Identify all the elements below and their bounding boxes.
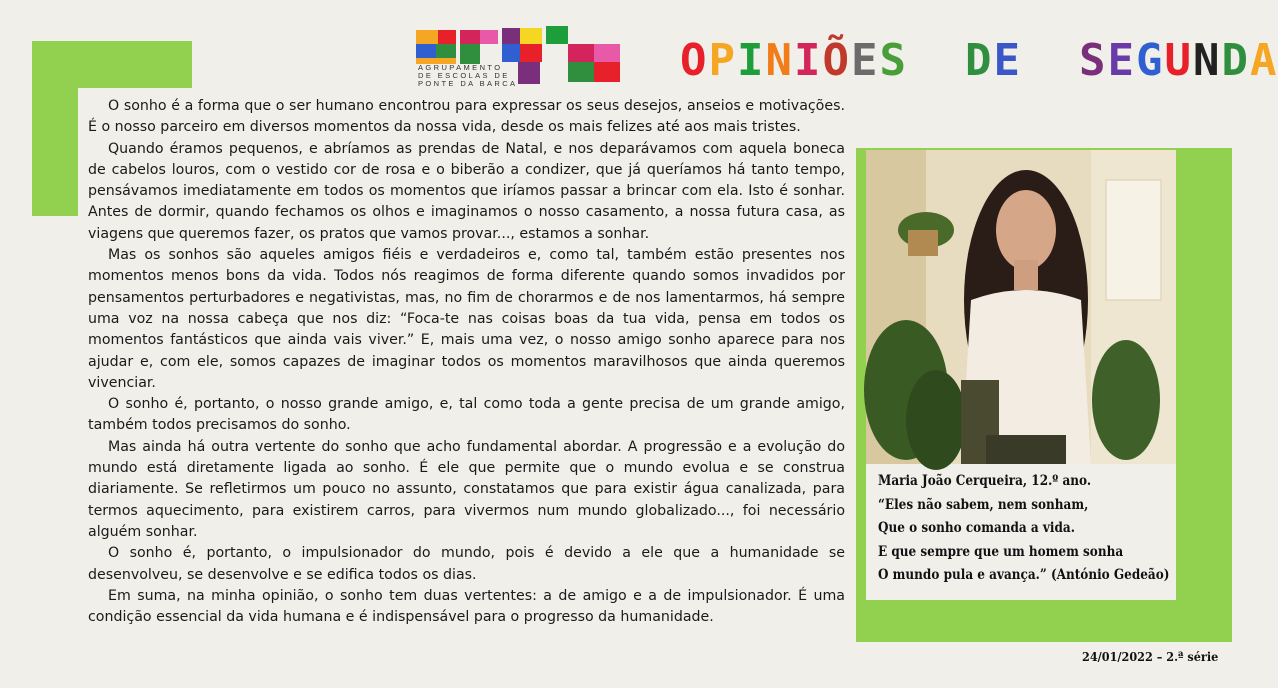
article-paragraph: Mas os sonhos são aqueles amigos fiéis e verdadeiros e, como tal, também estão presentes nos momentos menos bons da vida. Todos nós reagimos de forma diferente quando somos invadidos por pensamentos perturbadores e negativistas, mas, no fim de chorarmos e de nos lamentarmos, há sempre uma voz na nossa cabeça que nos diz: “Foca-te nas coisas boas da tua vida, pensa em todos os momentos fantásticos que ainda vais viver.” E, mais uma vez, o nosso amigo sonho aparece para nos ajudar e, com ele, somos capazes de imaginar todos os momentos maravilhosos que ainda queremos vivenciar. xyxy=(88,247,845,391)
title-letter: Õ xyxy=(822,35,851,86)
photo-caption xyxy=(878,470,1170,588)
caption-quote-line: O mundo pula e avança.” (António Gedeão) xyxy=(878,567,1170,584)
title-letter: A xyxy=(1249,35,1278,86)
logo-text xyxy=(418,64,517,88)
caption-quote-line: “Eles não sabem, nem sonham, xyxy=(878,496,1089,513)
article-body xyxy=(88,96,845,628)
article-paragraph: O sonho é a forma que o ser humano encontrou para expressar os seus desejos, anseios e motivações. É o nosso parceiro em diversos momentos da nossa vida, desde os mais felizes até aos mais tristes. xyxy=(88,98,845,136)
date-series: 24/01/2022 – 2.ª série xyxy=(1082,649,1219,664)
title-letter: O xyxy=(680,35,709,86)
caption-quote-line: Que o sonho comanda a vida. xyxy=(878,520,1075,537)
title-letter: E xyxy=(993,35,1022,86)
article-paragraph: Quando éramos pequenos, e abríamos as prendas de Natal, e nos deparávamos com aquela boneca de cabelos louros, com o vestido cor de rosa e o biberão a condizer, que já queríamos há tanto tempo, pensávamos imediatamente em todos os momentos que iríamos passar a brincar com ela. Isto é sonhar. Antes de dormir, quando fechamos os olhos e imaginamos o nosso casamento, a nossa futura casa, as viagens que queremos fazer, os pratos que vamos provar..., estamos a sonhar. xyxy=(88,140,845,242)
title-letter: S xyxy=(879,35,908,86)
title-letter xyxy=(1022,35,1079,86)
title-letter: I xyxy=(794,35,823,86)
title-letter: N xyxy=(765,35,794,86)
logo-line: DE ESCOLAS DE xyxy=(418,71,510,80)
title-letter: U xyxy=(1164,35,1193,86)
page-title xyxy=(680,36,1278,86)
article-paragraph: O sonho é, portanto, o impulsionador do mundo, pois é devido a ele que a humanidade se desenvolveu, se desenvolve e se edifica todos os dias. xyxy=(88,545,845,583)
title-letter: I xyxy=(737,35,766,86)
article-paragraph: O sonho é, portanto, o nosso grande amigo, e, tal como toda a gente precisa de um grande amigo, também todos precisamos do sonho. xyxy=(88,396,845,434)
author-photo xyxy=(866,150,1176,464)
logo-line: AGRUPAMENTO xyxy=(418,63,503,72)
title-letter: D xyxy=(1221,35,1250,86)
title-letter: D xyxy=(964,35,994,86)
caption-quote-line: E que sempre que um homem sonha xyxy=(878,543,1124,560)
article-paragraph: Mas ainda há outra vertente do sonho que acho fundamental abordar. A progressão e a evolução do mundo está diretamente ligada ao sonho. É ele que permite que o mundo evolua e se construa diariamente. Se refletirmos um pouco no assunto, constatamos que para existir água canalizada, para termos aquecimento, para existirem carros, para vivermos num mundo globalizado..., foi necessário alguém sonhar. xyxy=(88,438,845,540)
title-letter: S xyxy=(1078,35,1108,86)
title-letter xyxy=(908,35,965,86)
logo-line: PONTE DA BARCA xyxy=(418,79,518,88)
title-letter: P xyxy=(708,35,737,86)
school-logo xyxy=(414,26,626,90)
article-paragraph: Em suma, na minha opinião, o sonho tem duas vertentes: a de amigo e a de impulsionador. É uma condição essencial da vida humana e é indispensável para o progresso da humanidade. xyxy=(88,587,845,626)
caption-author: Maria João Cerqueira, 12.º ano. xyxy=(878,473,1092,489)
title-letter: E xyxy=(851,35,880,86)
title-letter: N xyxy=(1192,35,1222,86)
title-letter: E xyxy=(1107,35,1136,86)
title-letter: G xyxy=(1135,35,1165,86)
